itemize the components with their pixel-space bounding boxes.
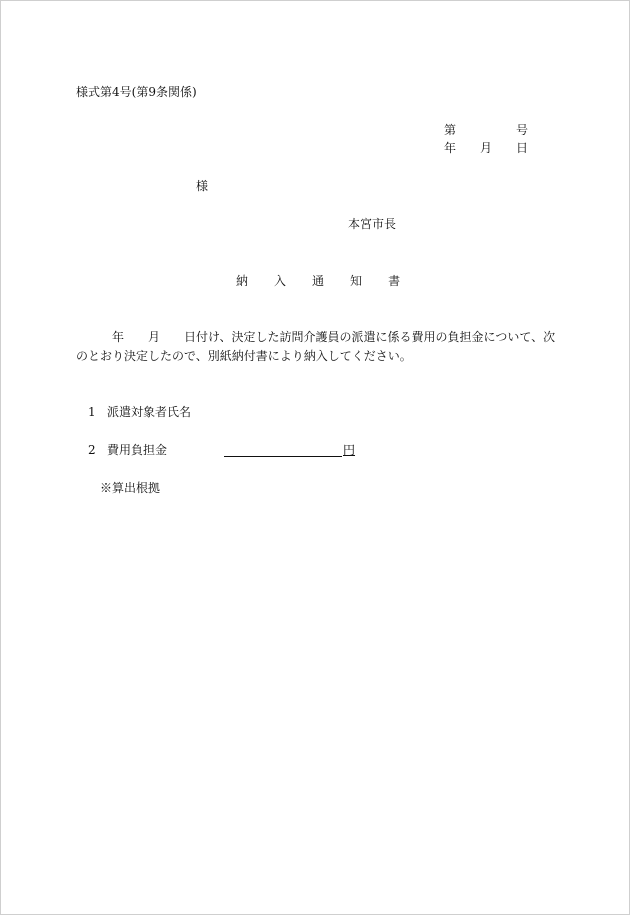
body-text-rest: 日付け、決定した訪問介護員の派遣に係る費用の負担金について、次 [184,330,556,344]
item-number: 1 [88,405,96,419]
document-number-suffix: 号 [516,123,529,137]
amount-blank-line [224,443,342,457]
title-char: 納 [236,274,249,288]
calculation-basis-note: ※算出根拠 [100,481,161,495]
date-month-label: 月 [480,141,493,155]
body-text-line-1 [112,331,555,343]
body-text-line-2: のとおり決定したので、別紙納付書により納入してください。 [76,349,412,363]
addressee-honorific: 様 [196,179,209,193]
form-number: 様式第4号(第9条関係) [76,85,197,99]
item-label-fee-amount: 費用負担金 [107,443,168,457]
date-year-label: 年 [444,141,457,155]
title-char: 通 [312,274,325,288]
document-title [236,275,400,287]
item-number: 2 [88,443,96,457]
title-char: 入 [274,274,287,288]
body-year-label: 年 [112,330,125,344]
title-char: 知 [350,274,363,288]
document-number-prefix: 第 [444,123,457,137]
amount-unit: 円 [343,443,356,457]
issuer-name: 本宮市長 [348,217,397,231]
title-char: 書 [388,274,401,288]
date-day-label: 日 [516,141,529,155]
body-month-label: 月 [148,330,161,344]
item-label-dispatch-target: 派遣対象者氏名 [107,405,192,419]
